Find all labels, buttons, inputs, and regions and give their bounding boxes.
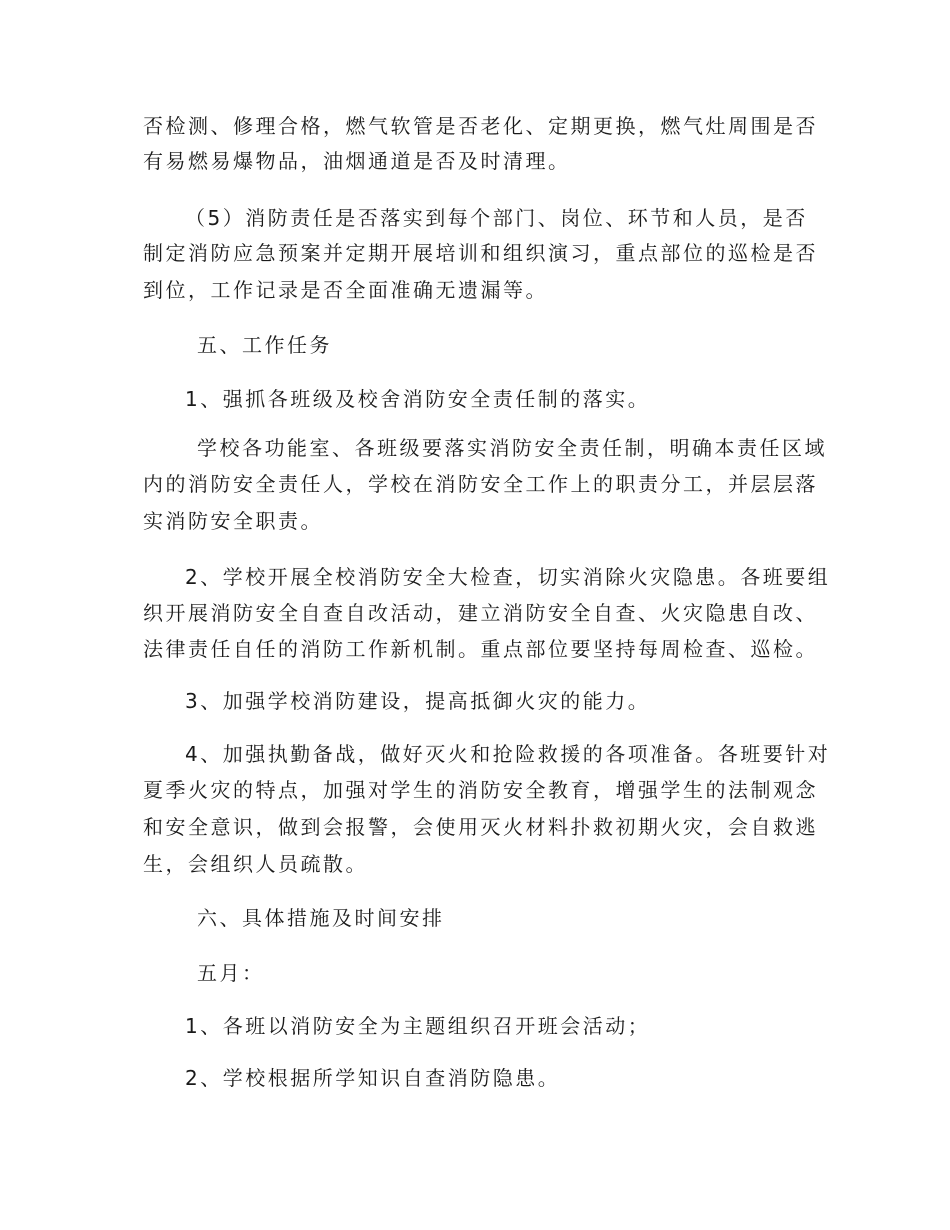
- text-line: 学校各功能室、各班级要落实消防安全责任制，明确本责任区域: [197, 436, 827, 460]
- task-4-paragraph: 4、加强执勤备战，做好灭火和抢险救援的各项准备。各班要针对: [185, 742, 831, 766]
- text-line: 夏季火灾的特点，加强对学生的消防安全教育，增强学生的法制观念: [143, 778, 818, 802]
- schedule-item-2: 2、学校根据所学知识自查消防隐患。: [185, 1066, 561, 1090]
- text-line: 法律责任自任的消防工作新机制。重点部位要坚持每周检查、巡检。: [143, 637, 818, 661]
- paragraph-5-heading: （5）消防责任是否落实到每个部门、岗位、环节和人员，是否: [185, 206, 808, 230]
- text-line: 织开展消防安全自查自改活动，建立消防安全自查、火灾隐患自改、: [143, 601, 818, 625]
- section-heading-6: 六、具体措施及时间安排: [197, 906, 445, 930]
- text-line: 有易燃易爆物品，油烟通道是否及时清理。: [143, 149, 571, 173]
- section-heading-5: 五、工作任务: [197, 333, 332, 357]
- task-1-heading: 1、强抓各班级及校舍消防安全责任制的落实。: [185, 387, 651, 411]
- text-line: 实消防安全职责。: [143, 509, 323, 533]
- text-line: 内的消防安全责任人，学校在消防安全工作上的职责分工，并层层落: [143, 472, 818, 496]
- schedule-item-1: 1、各班以消防安全为主题组织召开班会活动；: [185, 1014, 651, 1038]
- task-3-heading: 3、加强学校消防建设，提高抵御火灾的能力。: [185, 689, 651, 713]
- text-line: 制定消防应急预案并定期开展培训和组织演习，重点部位的巡检是否: [143, 241, 818, 265]
- text-line: 和安全意识，做到会报警，会使用灭火材料扑救初期火灾，会自救逃: [143, 815, 818, 839]
- task-2-paragraph: 2、学校开展全校消防安全大检查，切实消除火灾隐患。各班要组: [185, 565, 831, 589]
- text-line: 到位，工作记录是否全面准确无遗漏等。: [143, 278, 548, 302]
- text-line: 否检测、修理合格，燃气软管是否老化、定期更换，燃气灶周围是否: [143, 114, 818, 138]
- text-line: 生，会组织人员疏散。: [143, 852, 368, 876]
- month-heading: 五月：: [197, 961, 265, 985]
